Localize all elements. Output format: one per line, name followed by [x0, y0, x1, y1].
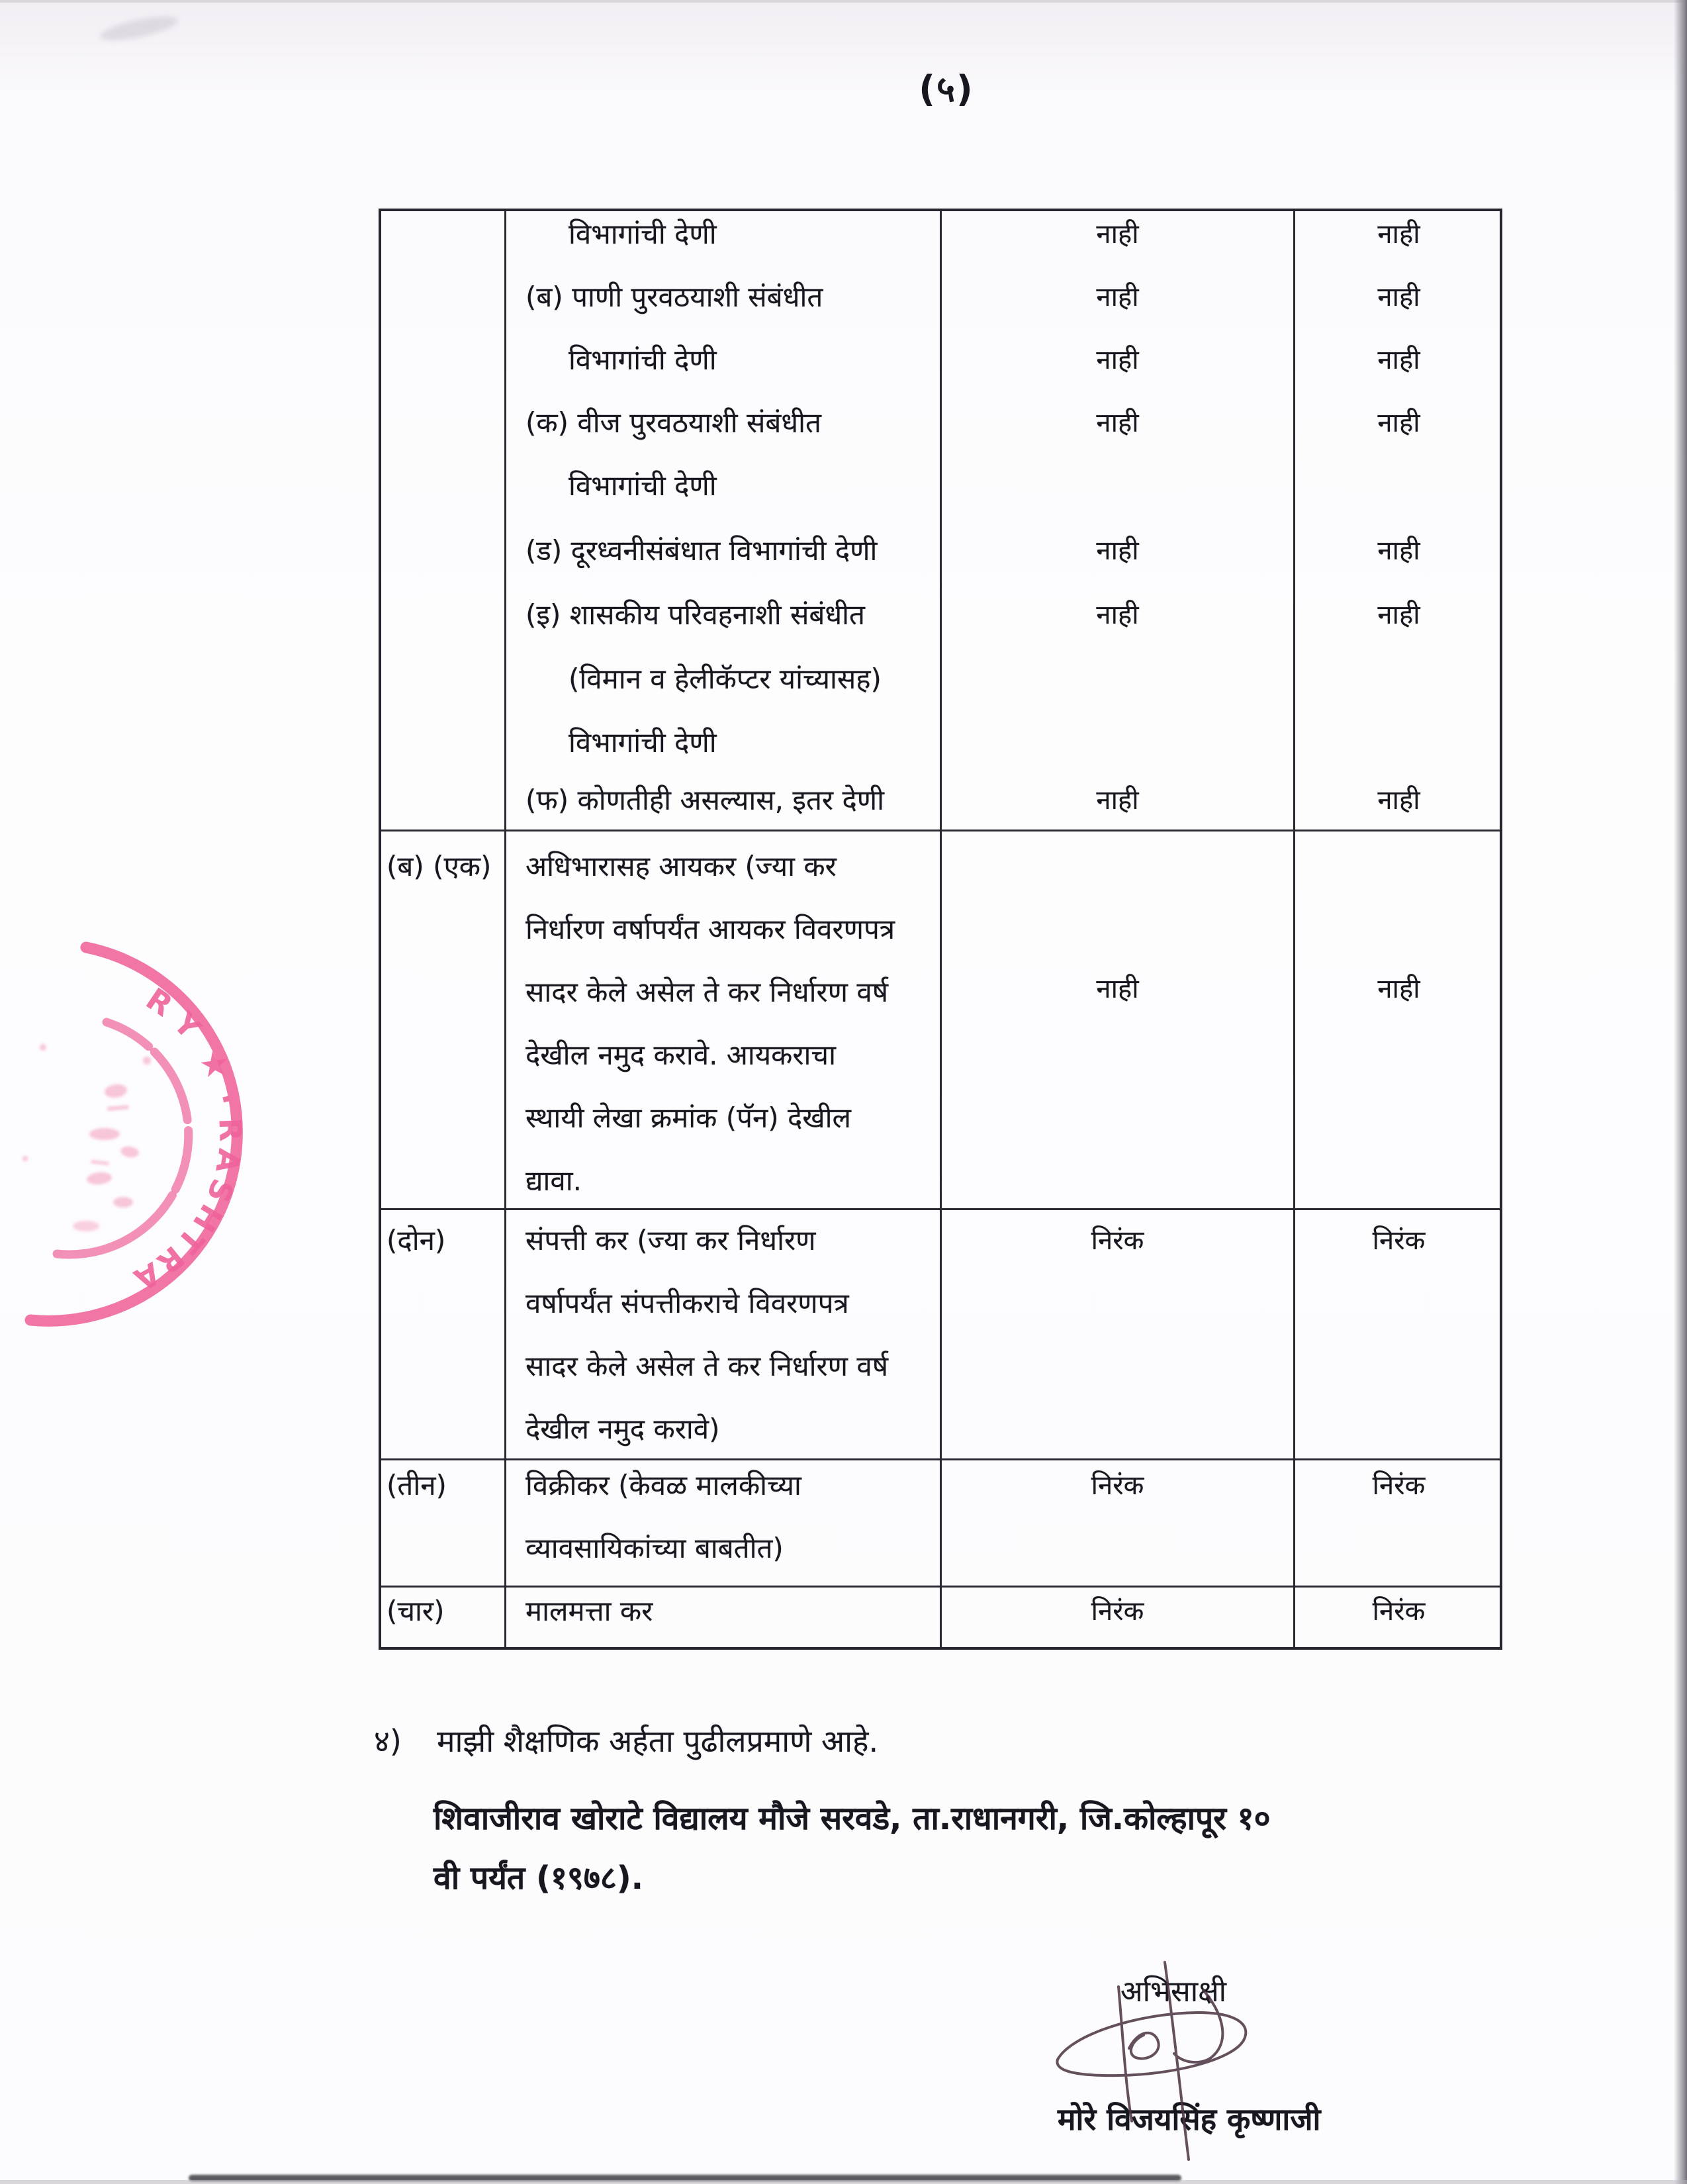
- row-label: (तीन): [387, 1469, 447, 1501]
- table-value: नाही: [1377, 600, 1420, 630]
- notary-stamp: [7, 940, 324, 1331]
- table-value: नाही: [1377, 536, 1420, 566]
- table-value: नाही: [1377, 219, 1420, 250]
- scan-corner-smudge: [99, 12, 180, 45]
- deponent-name: मोरे विजयसिंह कृष्णाजी: [1058, 2101, 1321, 2137]
- row-label: (दोन): [387, 1224, 446, 1257]
- table-value: निरंक: [1372, 1470, 1426, 1501]
- table-cell-text: द्यावा.: [525, 1164, 582, 1197]
- table-cell-text: देखील नमुद करावे. आयकराचा: [525, 1039, 836, 1071]
- table-value: नाही: [1096, 282, 1139, 312]
- table-row-divider: [381, 1586, 1500, 1588]
- table-value: निरंक: [1372, 1596, 1426, 1627]
- table-row-divider: [381, 1208, 1500, 1210]
- table-value: नाही: [1096, 785, 1139, 816]
- stamp-letter: R: [212, 1117, 249, 1143]
- table-cell-text: अधिभारासह आयकर (ज्या कर: [525, 850, 837, 882]
- deponent-caption: अभिसाक्षी: [1120, 1975, 1227, 2009]
- table-cell-text: (फ) कोणतीही असल्यास, इतर देणी: [525, 784, 884, 816]
- stamp-separator-dot: ·: [207, 1089, 245, 1109]
- stamp-letter: H: [185, 1198, 230, 1239]
- table-cell-text: (इ) शासकीय परिवहनाशी संबंधीत: [525, 598, 865, 631]
- row-label: (ब) (एक): [387, 850, 492, 882]
- dues-table: [379, 209, 1502, 1650]
- stamp-inner-ring: [57, 1022, 189, 1255]
- table-cell-text: संपत्ती कर (ज्या कर निर्धारण: [525, 1224, 816, 1257]
- table-cell-text: वर्षापर्यंत संपत्तीकराचे विवरणपत्र: [525, 1287, 849, 1319]
- scan-bottom-shadow: [0, 2180, 1687, 2184]
- scan-top-edge: [0, 0, 1687, 3]
- table-cell-text: देखील नमुद करावे): [525, 1413, 720, 1445]
- handwritten-signature: [1044, 1950, 1283, 2175]
- table-value: नाही: [1377, 345, 1420, 375]
- table-cell-text: विभागांची देणी: [569, 344, 717, 376]
- table-value: नाही: [1096, 408, 1139, 438]
- table-cell-text: (ब) पाणी पुरवठयाशी संबंधीत: [525, 281, 823, 313]
- education-detail-line2: वी पर्यंत (१९७८).: [433, 1860, 643, 1897]
- table-cell-text: विक्रीकर (केवळ मालकीच्या: [525, 1469, 801, 1501]
- stamp-letter: Y: [166, 1005, 208, 1046]
- table-value: नाही: [1377, 282, 1420, 312]
- table-value: नाही: [1096, 219, 1139, 250]
- stamp-letter: A: [208, 1146, 248, 1176]
- table-value: निरंक: [1091, 1470, 1144, 1501]
- table-value: नाही: [1096, 600, 1139, 630]
- table-value: निरंक: [1091, 1596, 1144, 1627]
- table-cell-text: सादर केले असेल ते कर निर्धारण वर्ष: [525, 976, 888, 1008]
- table-column-divider: [504, 211, 506, 1647]
- table-row-divider: [381, 1458, 1500, 1460]
- table-value: नाही: [1096, 536, 1139, 566]
- table-value: नाही: [1377, 974, 1420, 1004]
- table-cell-text: व्यावसायिकांच्या बाबतीत): [525, 1532, 784, 1564]
- stamp-letter: S: [199, 1174, 242, 1208]
- table-value: नाही: [1096, 345, 1139, 375]
- table-cell-text: (विमान व हेलीकॅप्टर यांच्यासह): [569, 663, 882, 695]
- page-number: (५): [919, 68, 974, 110]
- stamp-letter: R: [140, 980, 179, 1024]
- table-cell-text: विभागांची देणी: [569, 218, 717, 250]
- table-value: नाही: [1377, 408, 1420, 438]
- table-value: नाही: [1377, 785, 1420, 816]
- stamp-letter: A: [128, 1255, 167, 1298]
- education-statement: माझी शैक्षणिक अर्हता पुढीलप्रमाणे आहे.: [437, 1723, 879, 1759]
- table-cell-text: (क) वीज पुरवठयाशी संबंधीत: [525, 406, 821, 439]
- table-cell-text: विभागांची देणी: [569, 469, 717, 502]
- table-cell-text: स्थायी लेखा क्रमांक (पॅन) देखील: [525, 1102, 852, 1134]
- table-cell-text: मालमत्ता कर: [525, 1595, 653, 1627]
- item-number: ४): [374, 1723, 402, 1759]
- table-cell-text: विभागांची देणी: [569, 726, 717, 759]
- table-value: निरंक: [1372, 1225, 1426, 1256]
- table-cell-text: सादर केले असेल ते कर निर्धारण वर्ष: [525, 1350, 888, 1382]
- table-cell-text: निर्धारण वर्षापर्यंत आयकर विवरणपत्र: [525, 913, 895, 945]
- stamp-letter: T: [170, 1221, 211, 1261]
- stamp-star-icon: ★: [190, 1042, 240, 1088]
- stamp-letter: R: [150, 1239, 191, 1282]
- row-label: (चार): [387, 1595, 445, 1627]
- stamp-smudges: [23, 1044, 151, 1231]
- scan-right-edge: [1674, 0, 1687, 2184]
- table-value: नाही: [1096, 974, 1139, 1004]
- table-row-divider: [381, 830, 1500, 831]
- table-cell-text: (ड) दूरध्वनीसंबंधात विभागांची देणी: [525, 534, 878, 567]
- education-detail-line1: शिवाजीराव खोराटे विद्यालय मौजे सरवडे, ता.राधानगरी, जि.कोल्हापूर १०: [433, 1800, 1271, 1837]
- table-value: निरंक: [1091, 1225, 1144, 1256]
